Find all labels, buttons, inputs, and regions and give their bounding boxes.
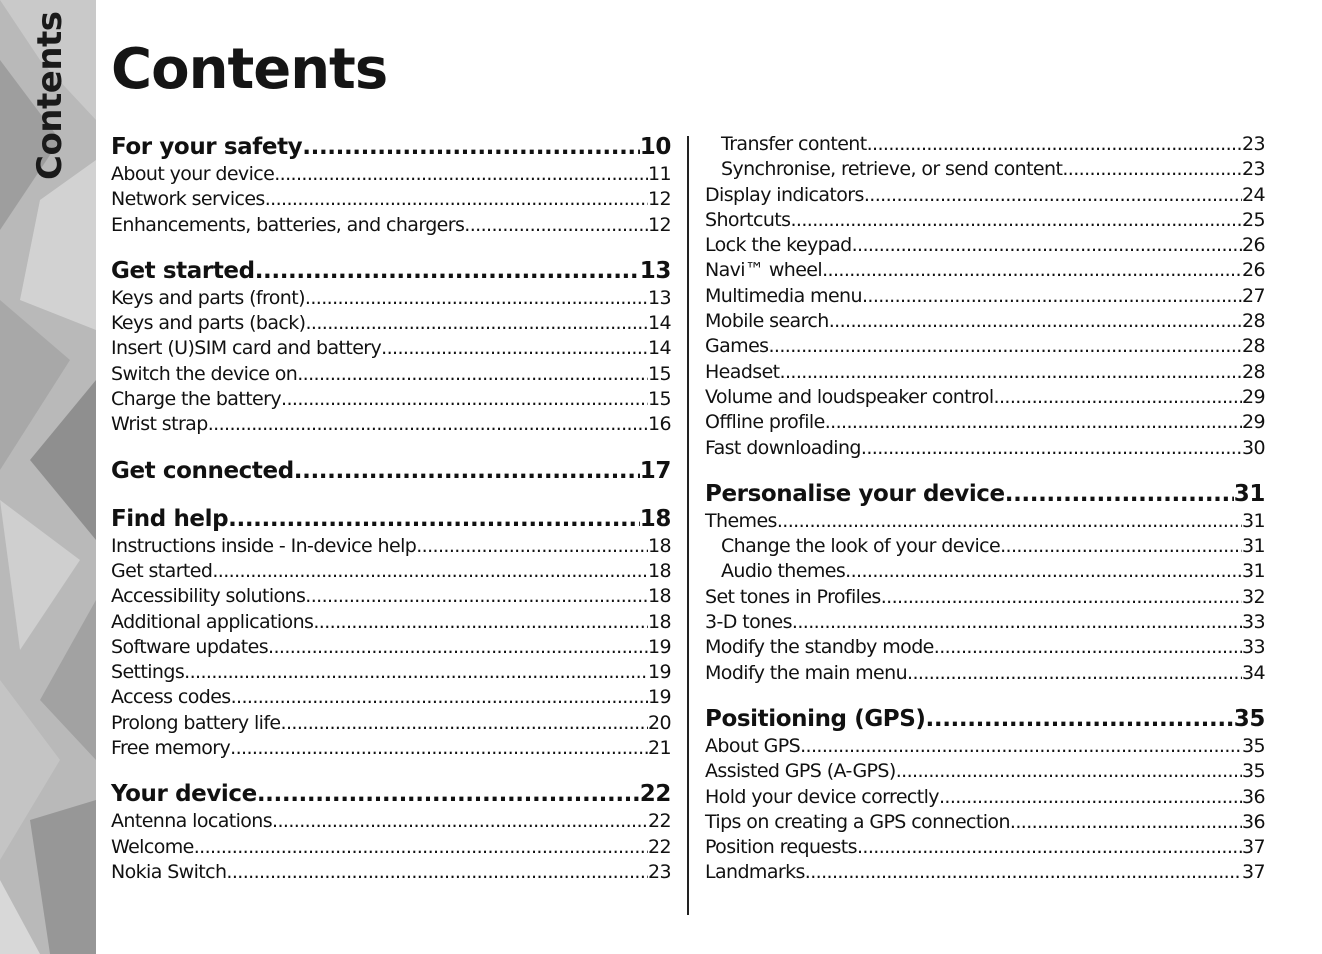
toc-entry-label: Position requests bbox=[705, 836, 857, 859]
toc-entry-label: 3-D tones bbox=[705, 611, 792, 634]
toc-leader-dots bbox=[845, 559, 1242, 584]
toc-entry[interactable] bbox=[111, 584, 671, 609]
toc-entry-label: Get connected bbox=[111, 457, 294, 484]
toc-page-number: 28 bbox=[1242, 310, 1265, 333]
toc-page-number: 37 bbox=[1242, 861, 1265, 884]
toc-entry[interactable] bbox=[705, 360, 1265, 385]
toc-page-number: 21 bbox=[648, 737, 671, 760]
toc-entry-label: Antenna locations bbox=[111, 810, 273, 833]
toc-leader-dots bbox=[1005, 479, 1234, 509]
toc-page-number: 37 bbox=[1242, 836, 1265, 859]
toc-entry-label: Nokia Switch bbox=[111, 860, 227, 883]
toc-entry-label: Shortcuts bbox=[705, 208, 791, 231]
toc-entry-label: Multimedia menu bbox=[705, 284, 862, 307]
toc-leader-dots bbox=[896, 759, 1242, 784]
toc-entry-label: Software updates bbox=[111, 635, 269, 658]
toc-leader-dots bbox=[302, 132, 640, 162]
toc-page-number: 18 bbox=[648, 534, 671, 557]
toc-entry-label: Navi™ wheel bbox=[705, 259, 823, 282]
toc-entry[interactable] bbox=[705, 759, 1265, 784]
toc-page-number: 11 bbox=[648, 163, 671, 185]
toc-leader-dots bbox=[305, 311, 648, 336]
toc-entry-label: Fast downloading bbox=[705, 436, 861, 459]
toc-entry[interactable] bbox=[705, 785, 1265, 810]
toc-leader-dots bbox=[212, 559, 648, 584]
toc-section-heading[interactable] bbox=[111, 256, 671, 286]
toc-page-number: 18 bbox=[639, 505, 671, 532]
toc-entry-label: Access codes bbox=[111, 686, 231, 709]
toc-entry[interactable] bbox=[111, 635, 671, 660]
toc-entry-label: Keys and parts (front) bbox=[111, 286, 305, 309]
side-tab-label: Contents bbox=[30, 11, 70, 180]
toc-entry-label: Free memory bbox=[111, 737, 231, 760]
toc-page-number: 36 bbox=[1242, 810, 1265, 833]
toc-entry[interactable] bbox=[705, 284, 1265, 309]
toc-entry-label: Lock the keypad bbox=[705, 234, 852, 257]
toc-page-number: 31 bbox=[1242, 560, 1265, 583]
toc-page-number: 18 bbox=[648, 559, 671, 582]
toc-entry[interactable] bbox=[705, 183, 1265, 208]
toc-entry[interactable] bbox=[705, 132, 1265, 157]
toc-leader-dots bbox=[416, 534, 648, 559]
toc-entry[interactable] bbox=[111, 736, 671, 761]
toc-page-number: 33 bbox=[1242, 611, 1265, 634]
toc-entry-label: About your device bbox=[111, 163, 275, 185]
toc-page-number: 15 bbox=[648, 388, 671, 411]
toc-entry-label: Your device bbox=[111, 781, 257, 808]
toc-section-heading[interactable] bbox=[111, 132, 671, 162]
toc-leader-dots bbox=[184, 660, 648, 685]
toc-entry-label: Mobile search bbox=[705, 310, 829, 333]
toc-entry[interactable] bbox=[705, 585, 1265, 610]
toc-entry-label: Get started bbox=[111, 257, 255, 284]
toc-page-number: 17 bbox=[639, 457, 671, 484]
toc-entry[interactable] bbox=[705, 559, 1265, 584]
toc-page-number: 31 bbox=[1233, 480, 1265, 507]
column-divider bbox=[687, 136, 689, 915]
toc-entry-label: Assisted GPS (A-GPS) bbox=[705, 760, 896, 783]
toc-page-number: 36 bbox=[1242, 785, 1265, 808]
toc-leader-dots bbox=[939, 785, 1242, 810]
toc-entry[interactable] bbox=[705, 157, 1265, 182]
toc-entry[interactable] bbox=[705, 534, 1265, 559]
toc-page-number: 28 bbox=[1242, 335, 1265, 358]
toc-leader-dots bbox=[792, 610, 1242, 635]
toc-page-number: 31 bbox=[1242, 509, 1265, 532]
toc-entry-label: Display indicators bbox=[705, 183, 864, 206]
toc-page-number: 27 bbox=[1242, 284, 1265, 307]
toc-leader-dots bbox=[861, 436, 1242, 461]
toc-entry[interactable] bbox=[111, 809, 671, 834]
toc-leader-dots bbox=[934, 635, 1242, 660]
toc-entry[interactable] bbox=[705, 810, 1265, 835]
toc-entry[interactable] bbox=[705, 309, 1265, 334]
toc-page-number: 25 bbox=[1242, 208, 1265, 231]
toc-entry-label: Games bbox=[705, 335, 769, 358]
toc-entry-label: Find help bbox=[111, 505, 229, 532]
toc-entry-label: Insert (U)SIM card and battery bbox=[111, 337, 382, 360]
toc-entry[interactable] bbox=[111, 286, 671, 311]
toc-entry[interactable] bbox=[705, 860, 1265, 885]
toc-entry[interactable] bbox=[705, 509, 1265, 534]
toc-entry-label: Network services bbox=[111, 188, 265, 211]
toc-page-number: 10 bbox=[639, 134, 671, 160]
toc-entry[interactable] bbox=[111, 362, 671, 387]
toc-left-column bbox=[111, 132, 671, 885]
toc-page-number: 20 bbox=[648, 711, 671, 734]
toc-entry[interactable] bbox=[111, 412, 671, 437]
toc-page-number: 15 bbox=[648, 362, 671, 385]
toc-entry[interactable] bbox=[111, 162, 671, 187]
toc-page-number: 22 bbox=[639, 781, 671, 808]
toc-entry-label: Keys and parts (back) bbox=[111, 312, 306, 335]
toc-leader-dots bbox=[231, 685, 648, 710]
toc-entry[interactable] bbox=[705, 734, 1265, 759]
toc-leader-dots bbox=[907, 661, 1242, 686]
toc-leader-dots bbox=[313, 610, 648, 635]
toc-leader-dots bbox=[194, 835, 648, 860]
toc-entry-label: Wrist strap bbox=[111, 413, 208, 436]
toc-page-number: 24 bbox=[1242, 183, 1265, 206]
toc-leader-dots bbox=[381, 336, 648, 361]
toc-entry-label: Charge the battery bbox=[111, 388, 281, 411]
toc-entry-label: Audio themes bbox=[721, 560, 846, 583]
toc-entry-label: Prolong battery life bbox=[111, 711, 281, 734]
toc-page-number: 12 bbox=[648, 213, 671, 236]
toc-section-heading[interactable] bbox=[705, 704, 1265, 734]
toc-leader-dots bbox=[790, 208, 1242, 233]
toc-entry[interactable] bbox=[705, 635, 1265, 660]
toc-page-number: 29 bbox=[1242, 385, 1265, 408]
toc-entry[interactable] bbox=[111, 187, 671, 212]
toc-entry[interactable] bbox=[705, 610, 1265, 635]
toc-leader-dots bbox=[825, 410, 1242, 435]
toc-page-number: 12 bbox=[648, 188, 671, 211]
toc-entry-label: Tips on creating a GPS connection bbox=[705, 810, 1010, 833]
toc-entry[interactable] bbox=[705, 410, 1265, 435]
toc-leader-dots bbox=[777, 509, 1242, 534]
toc-leader-dots bbox=[768, 334, 1242, 359]
toc-entry-label: Volume and loudspeaker control bbox=[705, 385, 994, 408]
toc-leader-dots bbox=[281, 387, 648, 412]
toc-entry-label: For your safety bbox=[111, 134, 303, 160]
toc-leader-dots bbox=[852, 233, 1242, 258]
toc-entry-label: Modify the main menu bbox=[705, 661, 908, 684]
toc-leader-dots bbox=[881, 585, 1242, 610]
toc-leader-dots bbox=[257, 779, 640, 809]
toc-page-number: 19 bbox=[648, 686, 671, 709]
toc-page-number: 30 bbox=[1242, 436, 1265, 459]
toc-page-number: 23 bbox=[1242, 158, 1265, 181]
toc-leader-dots bbox=[1062, 157, 1242, 182]
toc-entry-label: Set tones in Profiles bbox=[705, 585, 881, 608]
toc-entry-label: Additional applications bbox=[111, 610, 314, 633]
toc-entry[interactable] bbox=[705, 208, 1265, 233]
toc-leader-dots bbox=[272, 809, 648, 834]
toc-page-number: 14 bbox=[648, 312, 671, 335]
toc-entry[interactable] bbox=[111, 610, 671, 635]
toc-leader-dots bbox=[926, 704, 1234, 734]
toc-right-column bbox=[705, 132, 1265, 886]
toc-page-number: 32 bbox=[1242, 585, 1265, 608]
toc-entry-label: Modify the standby mode bbox=[705, 636, 934, 659]
page-title: Contents bbox=[111, 37, 388, 102]
toc-leader-dots bbox=[294, 456, 640, 486]
toc-page-number: 18 bbox=[648, 585, 671, 608]
toc-page-number: 13 bbox=[639, 257, 671, 284]
toc-entry[interactable] bbox=[111, 534, 671, 559]
toc-leader-dots bbox=[1010, 810, 1242, 835]
toc-entry[interactable] bbox=[111, 711, 671, 736]
toc-page-number: 31 bbox=[1242, 535, 1265, 558]
toc-entry[interactable] bbox=[111, 660, 671, 685]
toc-entry[interactable] bbox=[111, 685, 671, 710]
toc-page-number: 13 bbox=[648, 286, 671, 309]
toc-page-number: 35 bbox=[1242, 734, 1265, 757]
toc-leader-dots bbox=[862, 284, 1242, 309]
toc-leader-dots bbox=[994, 385, 1243, 410]
toc-page-number: 23 bbox=[1242, 133, 1265, 155]
toc-section-heading[interactable] bbox=[111, 779, 671, 809]
toc-entry-label: Landmarks bbox=[705, 861, 805, 884]
toc-entry[interactable] bbox=[705, 334, 1265, 359]
toc-entry-label: Welcome bbox=[111, 835, 194, 858]
toc-leader-dots bbox=[800, 734, 1242, 759]
toc-page-number: 23 bbox=[648, 860, 671, 883]
toc-page-number: 22 bbox=[648, 810, 671, 833]
toc-page-number: 29 bbox=[1242, 411, 1265, 434]
toc-leader-dots bbox=[464, 213, 648, 238]
toc-page-number: 28 bbox=[1242, 360, 1265, 383]
toc-leader-dots bbox=[864, 183, 1242, 208]
toc-entry-label: Instructions inside - In-device help bbox=[111, 534, 417, 557]
toc-entry[interactable] bbox=[705, 835, 1265, 860]
toc-leader-dots bbox=[297, 362, 648, 387]
toc-entry[interactable] bbox=[111, 213, 671, 238]
toc-leader-dots bbox=[228, 504, 640, 534]
toc-section-heading[interactable] bbox=[705, 479, 1265, 509]
toc-entry-label: Headset bbox=[705, 360, 780, 383]
toc-page-number: 33 bbox=[1242, 636, 1265, 659]
toc-page-number: 34 bbox=[1242, 661, 1265, 684]
toc-entry[interactable] bbox=[705, 233, 1265, 258]
toc-entry-label: Offline profile bbox=[705, 411, 825, 434]
toc-entry[interactable] bbox=[111, 860, 671, 885]
toc-entry-label: Settings bbox=[111, 661, 185, 684]
toc-entry[interactable] bbox=[705, 436, 1265, 461]
toc-entry-label: Transfer content bbox=[721, 133, 867, 155]
toc-leader-dots bbox=[255, 256, 640, 286]
toc-entry-label: Hold your device correctly bbox=[705, 785, 939, 808]
toc-page-number: 18 bbox=[648, 610, 671, 633]
toc-entry-label: Switch the device on bbox=[111, 362, 298, 385]
side-decorative-band bbox=[0, 0, 96, 954]
toc-leader-dots bbox=[1000, 534, 1242, 559]
toc-page-number: 26 bbox=[1242, 234, 1265, 257]
toc-entry-label: Personalise your device bbox=[705, 480, 1005, 507]
toc-page-number: 35 bbox=[1233, 705, 1265, 732]
toc-entry[interactable] bbox=[111, 559, 671, 584]
toc-leader-dots bbox=[857, 835, 1242, 860]
toc-section-heading[interactable] bbox=[111, 504, 671, 534]
toc-leader-dots bbox=[305, 584, 648, 609]
toc-leader-dots bbox=[230, 736, 648, 761]
toc-entry-label: Accessibility solutions bbox=[111, 585, 306, 608]
toc-leader-dots bbox=[274, 162, 648, 187]
toc-leader-dots bbox=[867, 132, 1242, 157]
toc-page-number: 19 bbox=[648, 635, 671, 658]
toc-leader-dots bbox=[281, 711, 649, 736]
toc-leader-dots bbox=[265, 187, 648, 212]
toc-leader-dots bbox=[829, 309, 1242, 334]
toc-leader-dots bbox=[226, 860, 648, 885]
toc-leader-dots bbox=[822, 258, 1242, 283]
toc-entry[interactable] bbox=[111, 311, 671, 336]
toc-entry-label: Get started bbox=[111, 559, 213, 582]
toc-entry[interactable] bbox=[111, 336, 671, 361]
toc-entry-label: Themes bbox=[705, 509, 777, 532]
toc-page-number: 35 bbox=[1242, 760, 1265, 783]
toc-page-number: 16 bbox=[648, 413, 671, 436]
toc-page-number: 19 bbox=[648, 661, 671, 684]
toc-entry[interactable] bbox=[705, 258, 1265, 283]
toc-leader-dots bbox=[208, 412, 648, 437]
toc-entry[interactable] bbox=[705, 385, 1265, 410]
toc-entry[interactable] bbox=[111, 387, 671, 412]
toc-entry-label: About GPS bbox=[705, 734, 801, 757]
toc-page-number: 14 bbox=[648, 337, 671, 360]
toc-entry[interactable] bbox=[111, 835, 671, 860]
toc-entry-label: Synchronise, retrieve, or send content bbox=[721, 158, 1063, 181]
toc-leader-dots bbox=[305, 286, 648, 311]
toc-leader-dots bbox=[805, 860, 1242, 885]
toc-page-number: 26 bbox=[1242, 259, 1265, 282]
toc-page-number: 22 bbox=[648, 835, 671, 858]
toc-leader-dots bbox=[268, 635, 648, 660]
toc-section-heading[interactable] bbox=[111, 456, 671, 486]
toc-entry-label: Positioning (GPS) bbox=[705, 705, 926, 732]
toc-entry-label: Change the look of your device bbox=[721, 535, 1001, 558]
toc-leader-dots bbox=[780, 360, 1242, 385]
toc-entry[interactable] bbox=[705, 661, 1265, 686]
toc-entry-label: Enhancements, batteries, and chargers bbox=[111, 213, 465, 236]
